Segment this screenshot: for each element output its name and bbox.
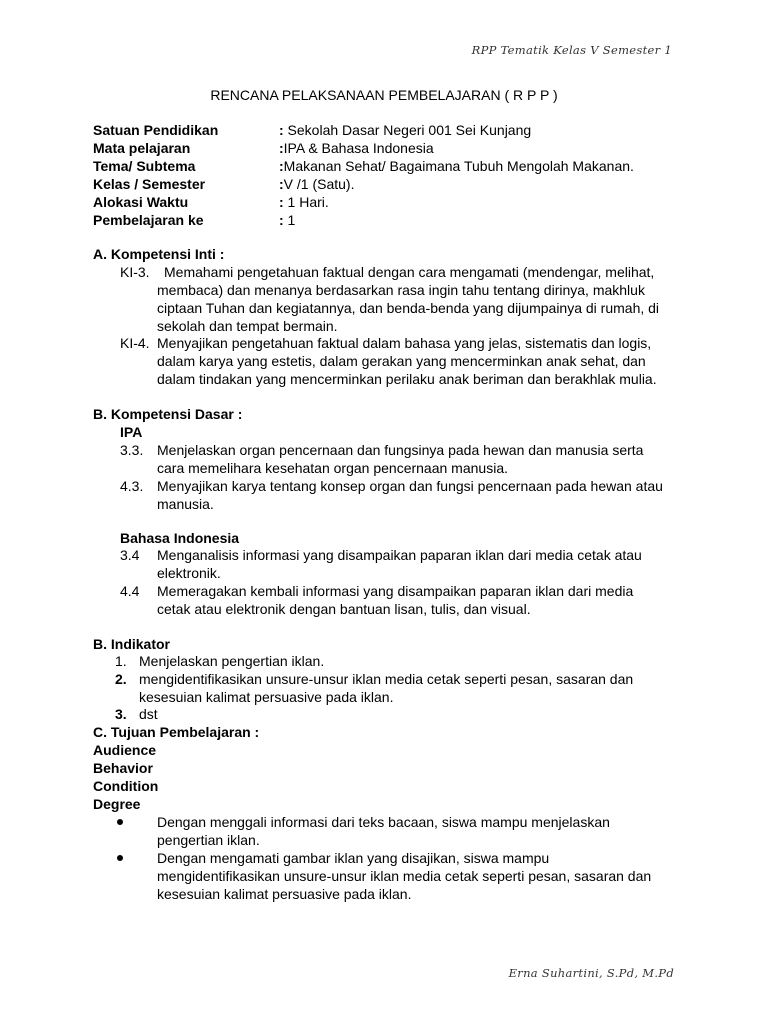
tujuan-line: kesesuian kalimat persuasive pada iklan. [157, 886, 412, 902]
ki4-line: dalam karya yang estetis, dalam gerakan yang mencerminkan anak sehat, dan [157, 353, 646, 369]
kd-line: Menyajikan karya tentang konsep organ dan fungsi pencernaan pada hewan atau [157, 478, 663, 494]
section-a-heading: A. Kompetensi Inti : [93, 246, 225, 262]
identity-value: : 1 Hari. [279, 194, 329, 210]
ki3-line: membaca) dan menanya berdasarkan rasa ingin tahu tentang dirinya, makhluk [157, 282, 645, 298]
kd-number: 4.4 [120, 583, 140, 599]
bullet-icon [117, 819, 123, 825]
ki3-number: KI-3. [120, 264, 150, 280]
kd-line: manusia. [157, 496, 214, 512]
identity-value: : 1 [279, 212, 296, 228]
identity-value: :IPA & Bahasa Indonesia [279, 140, 434, 156]
kd-line: elektronik. [157, 565, 221, 581]
bullet-icon [117, 855, 123, 861]
indikator-line: dst [139, 706, 158, 722]
tujuan-line: Dengan mengamati gambar iklan yang disajikan, siswa mampu [157, 850, 550, 866]
ipa-label: IPA [120, 424, 143, 440]
abcd-audience: Audience [93, 742, 157, 758]
kd-line: Menjelaskan organ pencernaan dan fungsinya pada hewan dan manusia serta [157, 442, 644, 458]
indikator-number: 3. [115, 706, 127, 722]
abcd-behavior: Behavior [93, 760, 153, 776]
ki3-line: Memahami pengetahuan faktual dengan cara mengamati (mendengar, melihat, [164, 264, 655, 280]
kd-line: cetak atau elektronik dengan bantuan lisan, tulis, dan visual. [157, 601, 531, 617]
identity-value: : Sekolah Dasar Negeri 001 Sei Kunjang [279, 122, 532, 138]
indikator-heading: B. Indikator [93, 636, 171, 652]
identity-label: Satuan Pendidikan [93, 122, 219, 138]
ki4-line: Menyajikan pengetahuan faktual dalam bahasa yang jelas, sistematis dan logis, [157, 335, 652, 351]
indikator-number: 1. [115, 653, 127, 669]
identity-label: Mata pelajaran [93, 140, 191, 156]
abcd-condition: Condition [93, 778, 159, 794]
identity-value: :V /1 (Satu). [279, 176, 355, 192]
indikator-line: mengidentifikasikan unsure-unsur iklan media cetak seperti pesan, sasaran dan [139, 671, 634, 687]
section-b-heading: B. Kompetensi Dasar : [93, 406, 243, 422]
kd-line: Memeragakan kembali informasi yang disampaikan paparan iklan dari media [157, 583, 634, 599]
indikator-line: kesesuian kalimat persuasive pada iklan. [139, 689, 394, 705]
ki4-line: dalam tindakan yang mencerminkan perilaku anak beriman dan berakhlak mulia. [157, 371, 657, 387]
ki3-line: sekolah dan tempat bermain. [157, 318, 338, 334]
ki3-line: ciptaan Tuhan dan kegiatannya, dan benda-benda yang dijumpainya di rumah, di [157, 300, 660, 316]
identity-value: :Makanan Sehat/ Bagaimana Tubuh Mengolah Makanan. [279, 158, 634, 174]
identity-label: Alokasi Waktu [93, 194, 189, 210]
kd-number: 3.3. [120, 442, 144, 458]
kd-line: Menganalisis informasi yang disampaikan paparan iklan dari media cetak atau [157, 547, 642, 563]
indikator-number: 2. [115, 671, 127, 687]
tujuan-line: mengidentifikasikan unsure-unsur iklan media cetak seperti pesan, sasaran dan [157, 868, 652, 884]
kd-line: cara memelihara kesehatan organ pencernaan manusia. [157, 460, 508, 476]
bahasa-indonesia-label: Bahasa Indonesia [120, 530, 240, 546]
section-c-heading: C. Tujuan Pembelajaran : [93, 724, 260, 740]
indikator-line: Menjelaskan pengertian iklan. [139, 653, 325, 669]
tujuan-line: Dengan menggali informasi dari teks bacaan, siswa mampu menjelaskan [157, 814, 610, 830]
kd-number: 3.4 [120, 547, 140, 563]
identity-label: Pembelajaran ke [93, 212, 204, 228]
identity-label: Kelas / Semester [93, 176, 206, 192]
tujuan-line: pengertian iklan. [157, 832, 260, 848]
page-header-text: RPP Tematik Kelas V Semester 1 [471, 43, 672, 57]
ki4-number: KI-4. [120, 335, 150, 351]
identity-label: Tema/ Subtema [93, 158, 196, 174]
abcd-degree: Degree [93, 796, 141, 812]
kd-number: 4.3. [120, 478, 144, 494]
document-title: RENCANA PELAKSANAAN PEMBELAJARAN ( R P P ) [210, 87, 558, 103]
page-footer-text: Erna Suhartini, S.Pd, M.Pd [508, 966, 674, 980]
